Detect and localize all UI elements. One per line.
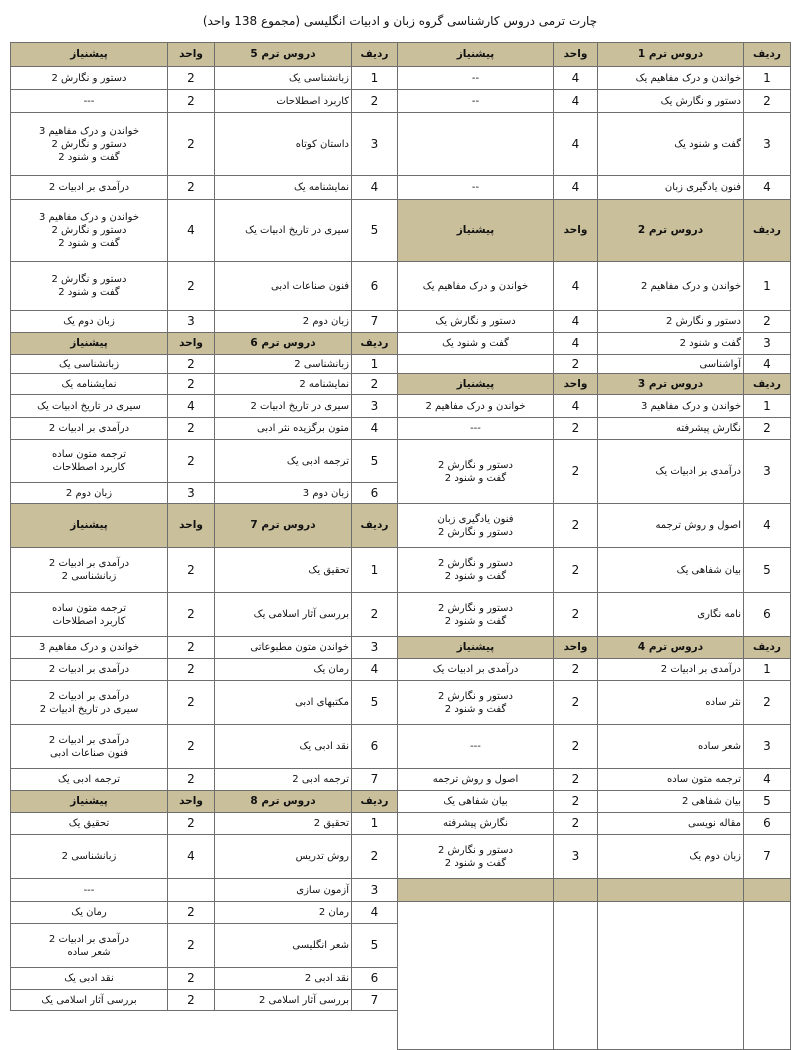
empty-cell (398, 879, 554, 902)
course-units: 2 (554, 355, 598, 374)
course-prereq: -- (398, 67, 554, 90)
course-name: نگارش پیشرفته (598, 418, 744, 440)
course-units: 2 (554, 593, 598, 637)
radif-header: ردیف (352, 504, 398, 548)
course-row (11, 176, 398, 200)
term-header-row (398, 200, 791, 262)
radif-header: ردیف (352, 333, 398, 355)
course-prereq: درآمدی بر ادبیات 2 زبانشناسی 2 (11, 548, 168, 593)
course-units: 2 (168, 355, 215, 374)
course-row (11, 769, 398, 791)
course-prereq: دستور و نگارش 2 (11, 67, 168, 90)
course-row (398, 440, 791, 504)
course-row (398, 355, 791, 374)
empty-cell (554, 879, 598, 902)
course-name: زبانشناسی یک (215, 67, 352, 90)
course-name: زبان دوم یک (598, 835, 744, 879)
course-row (398, 262, 791, 311)
course-units: 2 (554, 813, 598, 835)
row-number: 1 (352, 67, 398, 90)
prereq-header: پیشنیاز (398, 374, 554, 395)
course-units: 3 (168, 311, 215, 333)
course-prereq (398, 355, 554, 374)
empty-row (398, 902, 791, 1050)
course-row (11, 67, 398, 90)
course-row (11, 924, 398, 968)
units-header: واحد (168, 43, 215, 67)
row-number: 5 (352, 681, 398, 725)
course-name: سیری در تاریخ ادبیات 2 (215, 395, 352, 418)
course-name: گفت و شنود یک (598, 113, 744, 176)
course-units: 4 (554, 176, 598, 200)
course-name: سیری در تاریخ ادبیات یک (215, 200, 352, 262)
prereq-header: پیشنیاز (11, 791, 168, 813)
course-name: نثر ساده (598, 681, 744, 725)
row-number: 4 (744, 769, 791, 791)
row-number: 2 (744, 681, 791, 725)
course-row (398, 681, 791, 725)
row-number: 7 (744, 835, 791, 879)
row-number: 3 (744, 725, 791, 769)
course-units: 2 (168, 681, 215, 725)
row-number: 1 (744, 659, 791, 681)
course-name: زبان دوم 2 (215, 311, 352, 333)
course-row (398, 813, 791, 835)
course-row (11, 902, 398, 924)
course-prereq: -- (398, 176, 554, 200)
row-number: 6 (352, 725, 398, 769)
course-name: مقاله نویسی (598, 813, 744, 835)
course-units: 2 (168, 418, 215, 440)
course-row (11, 659, 398, 681)
course-row (11, 548, 398, 593)
course-name: تحقیق یک (215, 548, 352, 593)
course-row (11, 813, 398, 835)
course-prereq: درآمدی بر ادبیات یک (398, 659, 554, 681)
units-header: واحد (168, 791, 215, 813)
course-row (398, 418, 791, 440)
course-name: دستور و نگارش 2 (598, 311, 744, 333)
course-units: 2 (168, 113, 215, 176)
course-row (398, 769, 791, 791)
row-number: 5 (744, 791, 791, 813)
course-prereq: اصول و روش ترجمه (398, 769, 554, 791)
course-prereq: دستور و نگارش 2 گفت و شنود 2 (398, 835, 554, 879)
course-row (11, 835, 398, 879)
row-number: 5 (352, 200, 398, 262)
course-units: 2 (168, 769, 215, 791)
row-number: 6 (744, 593, 791, 637)
row-number: 2 (744, 418, 791, 440)
row-number: 4 (744, 355, 791, 374)
prereq-header: پیشنیاز (398, 200, 554, 262)
row-number: 2 (744, 311, 791, 333)
course-prereq: دستور و نگارش 2 گفت و شنود 2 (398, 593, 554, 637)
course-units: 2 (554, 681, 598, 725)
course-row (11, 113, 398, 176)
course-row (398, 659, 791, 681)
row-number: 1 (352, 813, 398, 835)
course-prereq: ترجمه متون ساده کاربرد اصطلاحات (11, 440, 168, 483)
row-number: 4 (352, 659, 398, 681)
course-row (11, 355, 398, 374)
course-prereq: --- (398, 418, 554, 440)
row-number: 4 (744, 504, 791, 548)
course-prereq: نقد ادبی یک (11, 968, 168, 990)
course-name: گفت و شنود 2 (598, 333, 744, 355)
term-table-left (10, 42, 398, 1011)
row-number: 7 (352, 769, 398, 791)
row-number: 1 (744, 67, 791, 90)
row-number: 1 (352, 355, 398, 374)
course-units (168, 879, 215, 902)
course-row (11, 968, 398, 990)
term-header-row (11, 43, 398, 67)
course-units: 2 (554, 440, 598, 504)
course-units: 2 (168, 725, 215, 769)
row-number: 1 (744, 395, 791, 418)
radif-header: ردیف (744, 43, 791, 67)
course-name: نقد ادبی 2 (215, 968, 352, 990)
course-name: بررسی آثار اسلامی 2 (215, 990, 352, 1011)
radif-header: ردیف (744, 637, 791, 659)
course-row (11, 200, 398, 262)
course-row (398, 113, 791, 176)
course-row (11, 681, 398, 725)
course-prereq: خواندن و درک مفاهیم 3 (11, 637, 168, 659)
course-units: 4 (168, 835, 215, 879)
course-name: اصول و روش ترجمه (598, 504, 744, 548)
course-row (11, 374, 398, 395)
course-name: خواندن متون مطبوعاتی (215, 637, 352, 659)
term-title: دروس ترم 8 (215, 791, 352, 813)
radif-header: ردیف (352, 43, 398, 67)
shaded-empty-row (398, 879, 791, 902)
course-prereq: تحقیق یک (11, 813, 168, 835)
course-units: 2 (168, 440, 215, 483)
course-name: خواندن و درک مفاهیم 3 (598, 395, 744, 418)
row-number: 3 (744, 440, 791, 504)
course-units: 2 (168, 813, 215, 835)
course-units: 2 (168, 374, 215, 395)
course-prereq: فنون یادگیری زبان دستور و نگارش 2 (398, 504, 554, 548)
course-name: بیان شفاهی 2 (598, 791, 744, 813)
course-row (398, 791, 791, 813)
prereq-header: پیشنیاز (11, 333, 168, 355)
course-units: 2 (554, 769, 598, 791)
course-prereq: زبانشناسی 2 (11, 835, 168, 879)
course-name: خواندن و درک مفاهیم 2 (598, 262, 744, 311)
units-header: واحد (554, 43, 598, 67)
row-number: 6 (352, 968, 398, 990)
course-units: 2 (168, 90, 215, 113)
course-prereq: درآمدی بر ادبیات 2 سیری در تاریخ ادبیات 2 (11, 681, 168, 725)
course-units: 2 (168, 262, 215, 311)
course-prereq: --- (398, 725, 554, 769)
course-name: نامه نگاری (598, 593, 744, 637)
course-row (11, 262, 398, 311)
term-title: دروس ترم 7 (215, 504, 352, 548)
row-number: 6 (352, 262, 398, 311)
course-name: رمان 2 (215, 902, 352, 924)
course-row (398, 593, 791, 637)
course-units: 2 (554, 548, 598, 593)
row-number: 7 (352, 990, 398, 1011)
course-prereq: دستور و نگارش یک (398, 311, 554, 333)
course-prereq: درآمدی بر ادبیات 2 فنون صناعات ادبی (11, 725, 168, 769)
course-prereq: خواندن و درک مفاهیم 3 دستور و نگارش 2 گفت و شنود 2 (11, 113, 168, 176)
course-units: 4 (554, 113, 598, 176)
term-header-row (11, 791, 398, 813)
row-number: 2 (744, 90, 791, 113)
course-units: 2 (554, 504, 598, 548)
course-prereq: ترجمه متون ساده کاربرد اصطلاحات (11, 593, 168, 637)
course-prereq: خواندن و درک مفاهیم 3 دستور و نگارش 2 گفت و شنود 2 (11, 200, 168, 262)
course-row (11, 483, 398, 504)
course-name: فنون یادگیری زبان (598, 176, 744, 200)
row-number: 2 (352, 90, 398, 113)
course-units: 3 (554, 835, 598, 879)
course-units: 3 (168, 483, 215, 504)
course-prereq: خواندن و درک مفاهیم یک (398, 262, 554, 311)
term-header-row (11, 333, 398, 355)
course-row (398, 395, 791, 418)
course-prereq: --- (11, 879, 168, 902)
term-title: دروس ترم 6 (215, 333, 352, 355)
course-name: ترجمه ادبی 2 (215, 769, 352, 791)
row-number: 5 (352, 440, 398, 483)
row-number: 5 (744, 548, 791, 593)
row-number: 2 (352, 593, 398, 637)
course-row (11, 418, 398, 440)
course-units: 4 (554, 262, 598, 311)
empty-cell (744, 902, 791, 1050)
course-row (11, 395, 398, 418)
course-prereq: درآمدی بر ادبیات 2 (11, 418, 168, 440)
course-name: نقد ادبی یک (215, 725, 352, 769)
course-prereq: درآمدی بر ادبیات 2 (11, 659, 168, 681)
course-units: 2 (168, 990, 215, 1011)
course-name: فنون صناعات ادبی (215, 262, 352, 311)
prereq-header: پیشنیاز (11, 43, 168, 67)
course-prereq: --- (11, 90, 168, 113)
term-title: دروس ترم 2 (598, 200, 744, 262)
empty-cell (598, 902, 744, 1050)
prereq-header: پیشنیاز (11, 504, 168, 548)
course-name: ترجمه متون ساده (598, 769, 744, 791)
course-row (11, 725, 398, 769)
course-prereq: -- (398, 90, 554, 113)
course-units: 2 (168, 176, 215, 200)
course-name: ترجمه ادبی یک (215, 440, 352, 483)
term-header-row (398, 43, 791, 67)
row-number: 3 (352, 637, 398, 659)
radif-header: ردیف (744, 200, 791, 262)
course-units: 4 (554, 395, 598, 418)
course-name: دستور و نگارش یک (598, 90, 744, 113)
course-prereq: رمان یک (11, 902, 168, 924)
radif-header: ردیف (352, 791, 398, 813)
course-row (398, 835, 791, 879)
term-title: دروس ترم 1 (598, 43, 744, 67)
course-units: 2 (168, 924, 215, 968)
course-name: درآمدی بر ادبیات یک (598, 440, 744, 504)
course-units: 2 (554, 725, 598, 769)
row-number: 4 (352, 902, 398, 924)
course-row (11, 440, 398, 483)
course-name: نمایشنامه 2 (215, 374, 352, 395)
course-prereq: گفت و شنود یک (398, 333, 554, 355)
prereq-header: پیشنیاز (398, 637, 554, 659)
course-name: روش تدریس (215, 835, 352, 879)
course-row (398, 504, 791, 548)
course-row (398, 333, 791, 355)
course-units: 4 (168, 200, 215, 262)
course-row (11, 879, 398, 902)
term-header-row (398, 374, 791, 395)
course-name: رمان یک (215, 659, 352, 681)
row-number: 2 (352, 835, 398, 879)
course-name: شعر ساده (598, 725, 744, 769)
course-prereq: درآمدی بر ادبیات 2 شعر ساده (11, 924, 168, 968)
course-prereq: زبان دوم یک (11, 311, 168, 333)
units-header: واحد (554, 374, 598, 395)
course-units: 4 (168, 395, 215, 418)
course-units: 2 (168, 637, 215, 659)
row-number: 1 (352, 548, 398, 593)
row-number: 7 (352, 311, 398, 333)
course-row (398, 548, 791, 593)
row-number: 6 (352, 483, 398, 504)
course-row (398, 725, 791, 769)
course-row (11, 90, 398, 113)
course-prereq: دستور و نگارش 2 گفت و شنود 2 (11, 262, 168, 311)
course-units: 2 (168, 902, 215, 924)
course-prereq: بررسی آثار اسلامی یک (11, 990, 168, 1011)
empty-cell (744, 879, 791, 902)
course-name: آواشناسی (598, 355, 744, 374)
row-number: 3 (744, 333, 791, 355)
course-prereq: دستور و نگارش 2 گفت و شنود 2 (398, 440, 554, 504)
course-prereq: ترجمه ادبی یک (11, 769, 168, 791)
course-units: 2 (554, 418, 598, 440)
course-units: 4 (554, 90, 598, 113)
units-header: واحد (168, 504, 215, 548)
prereq-header: پیشنیاز (398, 43, 554, 67)
course-name: آزمون سازی (215, 879, 352, 902)
course-row (398, 90, 791, 113)
course-prereq: سیری در تاریخ ادبیات یک (11, 395, 168, 418)
course-units: 2 (168, 968, 215, 990)
course-name: زبان دوم 3 (215, 483, 352, 504)
term-header-row (398, 637, 791, 659)
units-header: واحد (554, 637, 598, 659)
page-title: چارت ترمی دروس کارشناسی گروه زبان و ادبیات انگلیسی (مجموع 138 واحد) (202, 14, 598, 28)
course-name: کاربرد اصطلاحات (215, 90, 352, 113)
course-name: مکتبهای ادبی (215, 681, 352, 725)
course-name: داستان کوتاه (215, 113, 352, 176)
course-name: بررسی آثار اسلامی یک (215, 593, 352, 637)
course-prereq: نمایشنامه یک (11, 374, 168, 395)
course-prereq: زبانشناسی یک (11, 355, 168, 374)
course-row (11, 311, 398, 333)
course-units: 4 (554, 333, 598, 355)
course-row (11, 593, 398, 637)
row-number: 4 (352, 418, 398, 440)
row-number: 5 (352, 924, 398, 968)
course-row (11, 637, 398, 659)
course-name: نمایشنامه یک (215, 176, 352, 200)
row-number: 3 (352, 113, 398, 176)
course-row (398, 311, 791, 333)
empty-cell (554, 902, 598, 1050)
row-number: 1 (744, 262, 791, 311)
course-units: 2 (554, 659, 598, 681)
course-prereq: دستور و نگارش 2 گفت و شنود 2 (398, 548, 554, 593)
course-units: 4 (554, 311, 598, 333)
row-number: 4 (352, 176, 398, 200)
course-prereq: بیان شفاهی یک (398, 791, 554, 813)
course-name: خواندن و درک مفاهیم یک (598, 67, 744, 90)
row-number: 4 (744, 176, 791, 200)
course-prereq: نگارش پیشرفته (398, 813, 554, 835)
course-prereq: خواندن و درک مفاهیم 2 (398, 395, 554, 418)
term-title: دروس ترم 4 (598, 637, 744, 659)
course-name: متون برگزیده نثر ادبی (215, 418, 352, 440)
course-name: تحقیق 2 (215, 813, 352, 835)
course-prereq (398, 113, 554, 176)
course-prereq: درآمدی بر ادبیات 2 (11, 176, 168, 200)
term-title: دروس ترم 5 (215, 43, 352, 67)
course-units: 2 (168, 659, 215, 681)
row-number: 2 (352, 374, 398, 395)
course-name: بیان شفاهی یک (598, 548, 744, 593)
row-number: 6 (744, 813, 791, 835)
course-prereq: زبان دوم 2 (11, 483, 168, 504)
units-header: واحد (168, 333, 215, 355)
radif-header: ردیف (744, 374, 791, 395)
term-title: دروس ترم 3 (598, 374, 744, 395)
units-header: واحد (554, 200, 598, 262)
course-units: 2 (168, 593, 215, 637)
course-row (398, 67, 791, 90)
course-name: زبانشناسی 2 (215, 355, 352, 374)
course-units: 2 (168, 548, 215, 593)
course-row (398, 176, 791, 200)
row-number: 3 (744, 113, 791, 176)
term-header-row (11, 504, 398, 548)
row-number: 3 (352, 395, 398, 418)
course-name: شعر انگلیسی (215, 924, 352, 968)
term-table-right (397, 42, 791, 1050)
course-row (11, 990, 398, 1011)
course-name: درآمدی بر ادبیات 2 (598, 659, 744, 681)
course-units: 4 (554, 67, 598, 90)
course-units: 2 (554, 791, 598, 813)
empty-cell (598, 879, 744, 902)
row-number: 3 (352, 879, 398, 902)
course-prereq: دستور و نگارش 2 گفت و شنود 2 (398, 681, 554, 725)
course-units: 2 (168, 67, 215, 90)
empty-cell (398, 902, 554, 1050)
